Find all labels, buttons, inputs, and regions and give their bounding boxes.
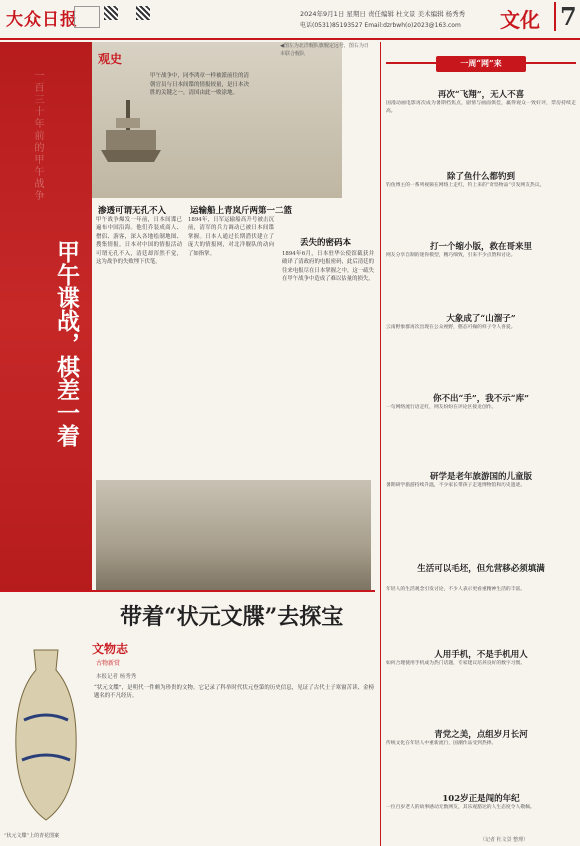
logo-icon [74, 6, 100, 28]
strip-watermark: 一百三十年前的甲午战争 [32, 70, 43, 202]
item-head: 大象成了“山溜子” [446, 314, 516, 324]
ship-drawing-icon [96, 90, 166, 180]
item-body: 云南野象群再次出现在公众视野，憨态可掬的样子令人喜爱。 [386, 325, 516, 330]
item-body: 网友分享自制的迷你模型，精巧细致，引来不少点赞和讨论。 [386, 253, 516, 258]
banner-title: 一周“网”来 [460, 58, 502, 68]
masthead: 大众日报 [6, 10, 78, 30]
date-line: 2024年9月1日 星期日 责任编辑 杜文景 美术编辑 杨秀秀 [300, 10, 466, 18]
column-tag: 文物志 [92, 642, 129, 656]
article-title: 带着“状元文牒”去探宝 [120, 604, 344, 630]
vase-photo [6, 640, 86, 830]
item-head: 你不出“手”，我不示“库” [432, 394, 530, 404]
byline: 本报记者 杨秀秀 [96, 674, 137, 680]
article-body: 1894年6月，日本驻华公使馆截获并破译了清政府的电报密码，此后清廷的往来电报尽在日本掌握之中，这一疏失在甲午战争中造成了难以估量的损失。 [282, 251, 374, 283]
article-body: 甲午战争爆发一年前，日本间谍已遍布中国沿海。他们乔装成商人、僧侣、游客，深入各地绘制地图、搜集情报。日本对中国的情报活动可谓无孔不入，清廷却浑然不觉，这为战争的失败埋下伏笔。 [96, 217, 182, 266]
divider [0, 590, 375, 592]
item-head: 102岁正是闯的年纪 [442, 794, 520, 804]
contact-line: 电话(0531)85193527 Email:dzrbwh(o)2023@163.com [300, 22, 461, 29]
editor-credit: （记者 杜文景 整理） [480, 837, 529, 843]
item-body: 暑期研学旅游持续升温，不少家长带孩子走进博物馆和历史遗迹。 [386, 483, 526, 488]
page-number: 7 [554, 2, 577, 31]
page-header [0, 0, 580, 40]
item-body: 钓鱼博主的一系列视频在网络上走红，钓上来的“奇怪物品”引发网友热议。 [386, 183, 545, 188]
item-head: 研学是老年旅游国的儿童版 [429, 472, 532, 482]
item-body: 年轻人的生活观念引发讨论，不少人表示更看重精神生活的丰富。 [386, 587, 526, 592]
harbor-photo [96, 480, 371, 590]
item-body: 一位百岁老人的故事感动无数网友，其乐观豁达的人生态度令人敬佩。 [386, 805, 535, 810]
item-body: 国漫动画电影再次成为暑期档焦点，剧情与画面俱佳，赢得观众一致好评，票房持续走高。 [386, 101, 576, 114]
subhead: 丢失的密码本 [300, 238, 352, 248]
column-label: 观史 [98, 52, 123, 66]
column-tag-sub: 古物新赏 [96, 660, 121, 667]
item-head: 除了鱼什么都钓到 [446, 172, 515, 182]
photo-caption: ◀图左为北洋舰队旗舰定远号，图右为日本联合舰队 [280, 43, 369, 57]
item-head: 打一个缩小版，救在哥来里 [429, 242, 532, 252]
section-title: 文化 [500, 8, 540, 32]
subhead: 渗透可谓无孔不入 [98, 206, 167, 216]
subhead: 运输船上青岚斤两第一二篮 [190, 206, 293, 216]
item-head: 生活可以毛坯，但允营移必须填满 [417, 564, 545, 574]
vase-caption: “状元文牒”上的青花图案 [4, 833, 60, 839]
qr-code-icon [104, 6, 118, 20]
feature-title: 甲午谍战，棋差一着 [53, 240, 80, 447]
article-body: 1894年，日军运输船高升号被击沉前，清军的兵力调动已被日本间谍掌握。日本人通过长期潜伏建立了庞大的情报网，对北洋舰队的动向了如指掌。 [188, 217, 274, 257]
item-body: 传统文化在年轻人中重新流行，国潮作品受到热捧。 [386, 741, 497, 746]
item-body: 一句网络流行语走红，网友纷纷在评论区接龙创作。 [386, 405, 497, 410]
qr-code-icon [136, 6, 150, 20]
article-body: “状元文牒”，是明代一件颇为珍贵的文物。它记录了科举时代状元登第的历史信息，见证了古代士子寒窗苦读、金榜题名的不凡经历。 [94, 685, 374, 700]
intro-text: 甲午战争中，同李鸿章一样被派前往的清朝官员与日本间谍的情报较量，是日本决胜的关键之一，清国由此一败涂地。 [150, 73, 250, 96]
item-body: 如何合理使用手机成为热门话题，专家建议培养良好的数字习惯。 [386, 661, 526, 666]
item-head: 青党之美，点组岁月长河 [434, 730, 528, 740]
item-head: 人用手机，不是手机用人 [434, 650, 528, 660]
item-head: 再次“飞翔”，无人不喜 [437, 90, 525, 100]
